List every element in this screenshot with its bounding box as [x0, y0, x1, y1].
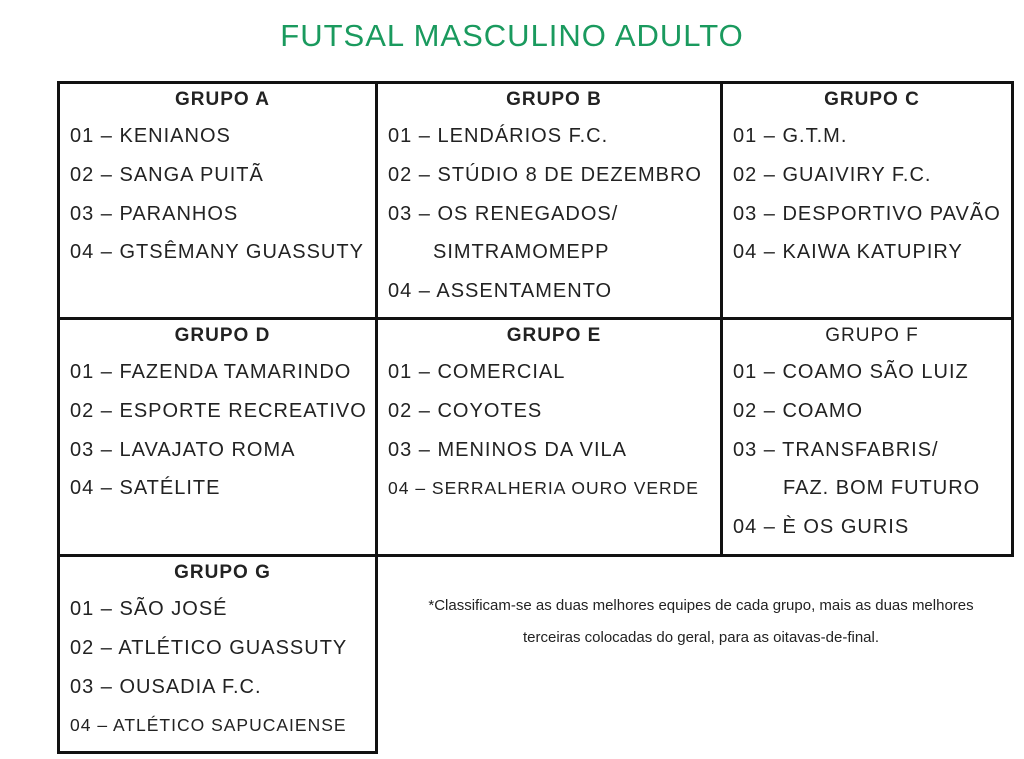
group-g-team-4: 04 – ATLÉTICO SAPUCAIENSE — [70, 715, 347, 736]
group-g-title: GRUPO G — [174, 562, 271, 583]
group-a-team-2: 02 – SANGA PUITÃ — [70, 163, 264, 186]
group-d-team-2: 02 – ESPORTE RECREATIVO — [70, 399, 367, 422]
group-b-team-3: 03 – OS RENEGADOS/ — [388, 202, 619, 225]
group-b-title: GRUPO B — [506, 89, 602, 110]
group-a-team-3: 03 – PARANHOS — [70, 202, 239, 225]
group-d-team-4: 04 – SATÉLITE — [70, 477, 221, 500]
group-b-team-1: 01 – LENDÁRIOS F.C. — [388, 125, 609, 147]
group-a-team-1: 01 – KENIANOS — [70, 125, 231, 147]
group-g-team-2: 02 – ATLÉTICO GUASSUTY — [70, 636, 348, 659]
group-e-team-1: 01 – COMERCIAL — [388, 361, 566, 383]
group-d-team-3: 03 – LAVAJATO ROMA — [70, 438, 296, 461]
group-f-team-1: 01 – COAMO SÃO LUIZ — [733, 361, 969, 383]
group-f-team-3-cont-text: FAZ. BOM FUTURO — [783, 477, 981, 500]
group-c-cell — [720, 81, 1014, 320]
group-d-team-1: 01 – FAZENDA TAMARINDO — [70, 361, 352, 383]
classification-note-line-2: terceiras colocadas do geral, para as oitavas-de-final. — [522, 629, 880, 646]
group-b-cell — [375, 81, 723, 320]
group-a-title: GRUPO A — [175, 89, 270, 110]
group-c-title: GRUPO C — [824, 89, 920, 110]
group-g-team-3: 03 – OUSADIA F.C. — [70, 675, 262, 698]
group-b-team-3-cont-text: SIMTRAMOMEPP — [433, 241, 610, 264]
page-title: FUTSAL MASCULINO ADULTO — [280, 18, 744, 53]
group-e-cell — [375, 317, 723, 557]
group-b-team-4: 04 – ASSENTAMENTO — [388, 280, 613, 303]
group-c-team-1: 01 – G.T.M. — [733, 125, 848, 147]
group-f-team-2: 02 – COAMO — [733, 399, 864, 422]
group-e-title: GRUPO E — [506, 325, 602, 346]
group-c-team-3: 03 – DESPORTIVO PAVÃO — [733, 202, 1001, 225]
group-a-team-4: 04 – GTSÊMANY GUASSUTY — [70, 241, 364, 264]
group-e-team-4: 04 – SERRALHERIA OURO VERDE — [388, 478, 699, 499]
group-f-team-3: 03 – TRANSFABRIS/ — [733, 438, 939, 461]
group-e-team-3: 03 – MENINOS DA VILA — [388, 438, 627, 461]
group-a-cell — [57, 81, 378, 320]
group-g-cell — [57, 554, 378, 754]
group-c-team-2: 02 – GUAIVIRY F.C. — [733, 163, 932, 186]
group-f-cell — [720, 317, 1014, 557]
group-g-team-1: 01 – SÃO JOSÉ — [70, 598, 228, 620]
group-b-team-2: 02 – STÚDIO 8 DE DEZEMBRO — [388, 163, 702, 186]
group-d-title: GRUPO D — [174, 325, 271, 346]
group-b-team-3-cont — [388, 233, 720, 272]
classification-note — [378, 590, 1024, 654]
group-e-team-2: 02 – COYOTES — [388, 399, 543, 422]
group-f-team-4: 04 – È OS GURIS — [733, 516, 910, 539]
classification-note-line-1: *Classificam-se as duas melhores equipes de cada grupo, mais as duas melhores — [428, 597, 974, 614]
group-f-title: GRUPO F — [825, 325, 919, 346]
group-d-cell — [57, 317, 378, 557]
group-f-team-3-cont — [733, 469, 1011, 508]
group-c-team-4: 04 – KAIWA KATUPIRY — [733, 241, 963, 264]
